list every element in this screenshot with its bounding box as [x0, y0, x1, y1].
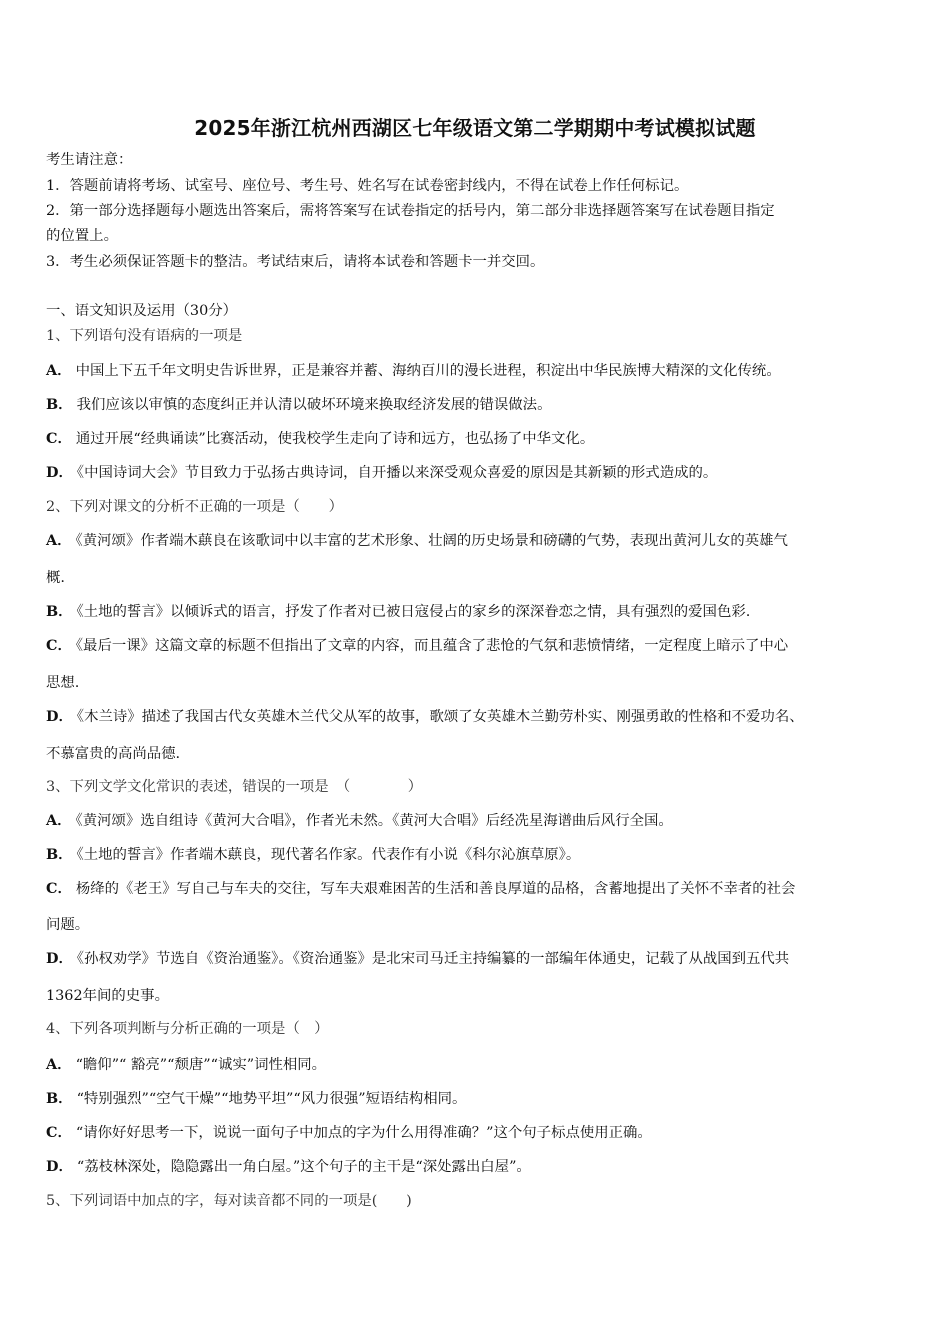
notice-heading: 考生请注意：: [46, 152, 133, 168]
option-text: 《中国诗词大会》节目致力于弘扬古典诗词，自开播以来深受观众喜爱的原因是其新颖的形式造成的。: [76, 465, 718, 481]
option-1c: [46, 429, 916, 449]
option-letter: A．: [46, 1056, 72, 1073]
option-text: 杨绛的《老王》写自己与车夫的交往，写车夫艰难困苦的生活和善良厚道的品格，含蓄地提出了关怀不幸者的社会: [75, 881, 796, 897]
option-4c: [46, 1123, 916, 1143]
option-2c: [46, 636, 916, 656]
question-stem-1: 1、下列语句没有语病的一项是: [46, 328, 243, 344]
page-title: 2025年浙江杭州西湖区七年级语文第二学期期中考试模拟试题: [194, 116, 756, 140]
option-text: “请你好好思考一下，说说一面句子中加点的字为什么用得准确？”这个句子标点使用正确。: [75, 1125, 652, 1141]
question-stem-4: 4、下列各项判断与分析正确的一项是（ ）: [46, 1021, 329, 1037]
option-letter: D．: [46, 950, 73, 967]
option-text: 《土地的誓言》作者端木蕻良，现代著名作家。代表作有小说《科尔沁旗草原》。: [76, 847, 581, 863]
option-letter: D．: [46, 1158, 73, 1175]
option-letter: B．: [46, 846, 73, 863]
notice-item: 的位置上。: [46, 228, 118, 244]
option-2b: [46, 602, 916, 622]
option-3b: [46, 845, 916, 865]
option-2a: [46, 531, 916, 551]
option-text: 通过开展“经典诵读”比赛活动，使我校学生走向了诗和远方，也弘扬了中华文化。: [75, 431, 595, 447]
option-text: 《孙权劝学》节选自《资治通鉴》。《资治通鉴》是北宋司马迁主持编纂的一部编年体通史，记载了从战国到五代共: [76, 951, 790, 967]
option-text: 《黄河颂》作者端木蕻良在该歌词中以丰富的艺术形象、壮阔的历史场景和磅礴的气势，表现出黄河儿女的英雄气: [75, 533, 788, 549]
option-2c-cont: 思想.: [46, 675, 80, 691]
option-1b: [46, 395, 916, 415]
option-letter: B．: [46, 396, 73, 413]
option-letter: A．: [46, 532, 72, 549]
option-text: 《黄河颂》选自组诗《黄河大合唱》，作者光未然。《黄河大合唱》后经冼星海谱曲后风行全国。: [75, 813, 673, 829]
option-2d-cont: 不慕富贵的高尚品德.: [46, 746, 181, 762]
option-3d-cont: 1362年间的史事。: [46, 988, 169, 1004]
option-letter: D．: [46, 708, 73, 725]
option-text: 中国上下五千年文明史告诉世界，正是兼容并蓄、海纳百川的漫长进程，积淀出中华民族博大精深的文化传统。: [75, 363, 781, 379]
question-stem-5: 5、下列词语中加点的字，每对读音都不同的一项是( ): [46, 1193, 412, 1209]
option-letter: B．: [46, 603, 73, 620]
option-3c: [46, 879, 916, 899]
option-4b: [46, 1089, 916, 1109]
option-letter: C．: [46, 1124, 72, 1141]
option-letter: A．: [46, 812, 72, 829]
notice-item: 2．第一部分选择题每小题选出答案后，需将答案写在试卷指定的括号内，第二部分非选择题答案写在试卷题目指定: [46, 203, 775, 219]
option-3c-cont: 问题。: [46, 917, 90, 933]
option-letter: B．: [46, 1090, 73, 1107]
option-3d: [46, 949, 916, 969]
notice-item: 3．考生必须保证答题卡的整洁。考试结束后，请将本试卷和答题卡一并交回。: [46, 254, 545, 270]
section-heading: 一、语文知识及运用（30分）: [46, 303, 237, 319]
option-text: “特别强烈”“空气干燥”“地势平坦”“风力很强”短语结构相同。: [76, 1091, 467, 1107]
option-text: “瞻仰”“ 豁亮”“颓唐”“诚实”词性相同。: [75, 1057, 327, 1073]
option-4d: [46, 1157, 916, 1177]
option-3a: [46, 811, 916, 831]
option-text: 我们应该以审慎的态度纠正并认清以破坏环境来换取经济发展的错误做法。: [76, 397, 552, 413]
option-letter: C．: [46, 637, 72, 654]
option-text: 《最后一课》这篇文章的标题不但指出了文章的内容，而且蕴含了悲怆的气氛和悲愤情绪，一定程度上暗示了中心: [75, 638, 789, 654]
option-1d: [46, 463, 916, 483]
option-2a-cont: 概.: [46, 570, 65, 586]
question-stem-3: 3、下列文学文化常识的表述，错误的一项是 （ ）: [46, 779, 423, 795]
option-text: 《木兰诗》描述了我国古代女英雄木兰代父从军的故事，歌颂了女英雄木兰勤劳朴实、刚强勇敢的性格和不爱功名、: [76, 709, 804, 725]
option-4a: [46, 1055, 916, 1075]
option-2d: [46, 707, 916, 727]
option-1a: [46, 361, 916, 381]
option-letter: A．: [46, 362, 72, 379]
notice-item: 1．答题前请将考场、试室号、座位号、考生号、姓名写在试卷密封线内，不得在试卷上作任何标记。: [46, 178, 689, 194]
option-letter: C．: [46, 430, 72, 447]
option-text: “荔枝林深处，隐隐露出一角白屋。”这个句子的主干是“深处露出白屋”。: [76, 1159, 531, 1175]
option-letter: D．: [46, 464, 73, 481]
option-letter: C．: [46, 880, 72, 897]
question-stem-2: 2、下列对课文的分析不正确的一项是（ ）: [46, 499, 343, 515]
option-text: 《土地的誓言》以倾诉式的语言，抒发了作者对已被日寇侵占的家乡的深深眷恋之情，具有强烈的爱国色彩.: [76, 604, 751, 620]
